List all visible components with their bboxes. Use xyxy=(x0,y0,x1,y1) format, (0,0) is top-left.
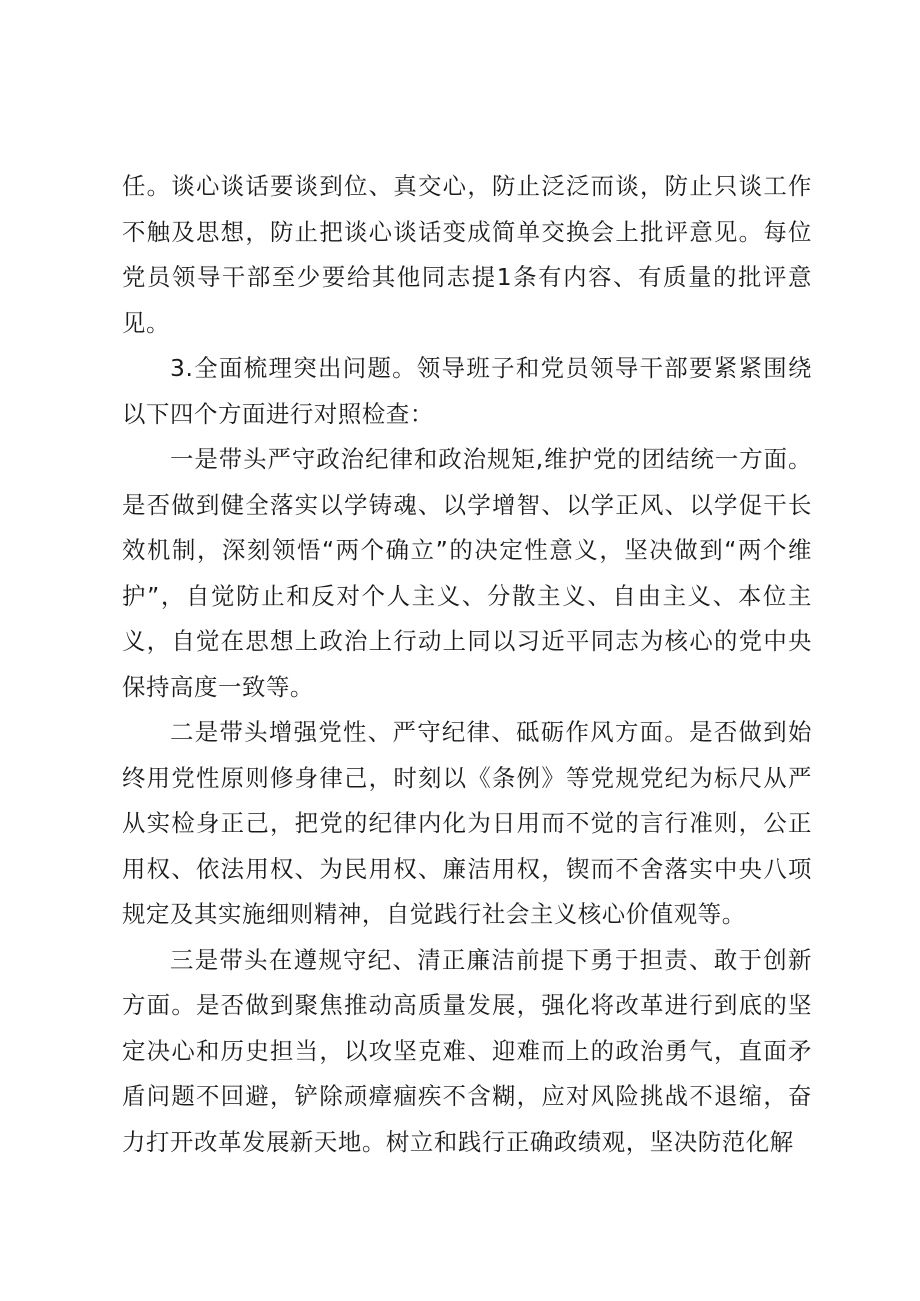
paragraph-item-3: 三是带头在遵规守纪、清正廉洁前提下勇于担责、敢于创新方面。是否做到聚焦推动高质量发展，强化将改革进行到底的坚定决心和历史担当，以攻坚克难、迎难而上的政治勇气，直面矛盾问题不回避，铲除顽瘴痼疾不含糊，应对风险挑战不退缩，奋力打开改革发展新天地。树立和践行正确政绩观，坚决防范化解 xyxy=(122,945,812,1156)
paragraph-item-2: 二是带头增强党性、严守纪律、砥砺作风方面。是否做到始终用党性原则修身律己，时刻以《条例》等党规党纪为标尺从严从实检身正己，把党的纪律内化为日用而不觉的言行准则，公正用权、依法用权、为民用权、廉洁用权，锲而不舍落实中央八项规定及其实施细则精神，自觉践行社会主义核心价值观等。 xyxy=(122,718,812,928)
paragraph-section-3: 3.全面梳理突出问题。领导班子和党员领导干部要紧紧围绕以下四个方面进行对照检查： xyxy=(122,354,812,428)
paragraph-continuation: 任。谈心谈话要谈到位、真交心，防止泛泛而谈，防止只谈工作不触及思想，防止把谈心谈话变成简单交换会上批评意见。每位党员领导干部至少要给其他同志提1条有内容、有质量的批评意见。 xyxy=(122,172,812,337)
document-body xyxy=(122,164,812,1165)
paragraph-item-1: 一是带头严守政治纪律和政治规矩,维护党的团结统一方面。是否做到健全落实以学铸魂、以学增智、以学正风、以学促干长效机制，深刻领悟“两个确立”的决定性意义，坚决做到“两个维护”，自觉防止和反对个人主义、分散主义、自由主义、本位主义，自觉在思想上政治上行动上同以习近平同志为核心的党中央保持高度一致等。 xyxy=(122,445,812,701)
